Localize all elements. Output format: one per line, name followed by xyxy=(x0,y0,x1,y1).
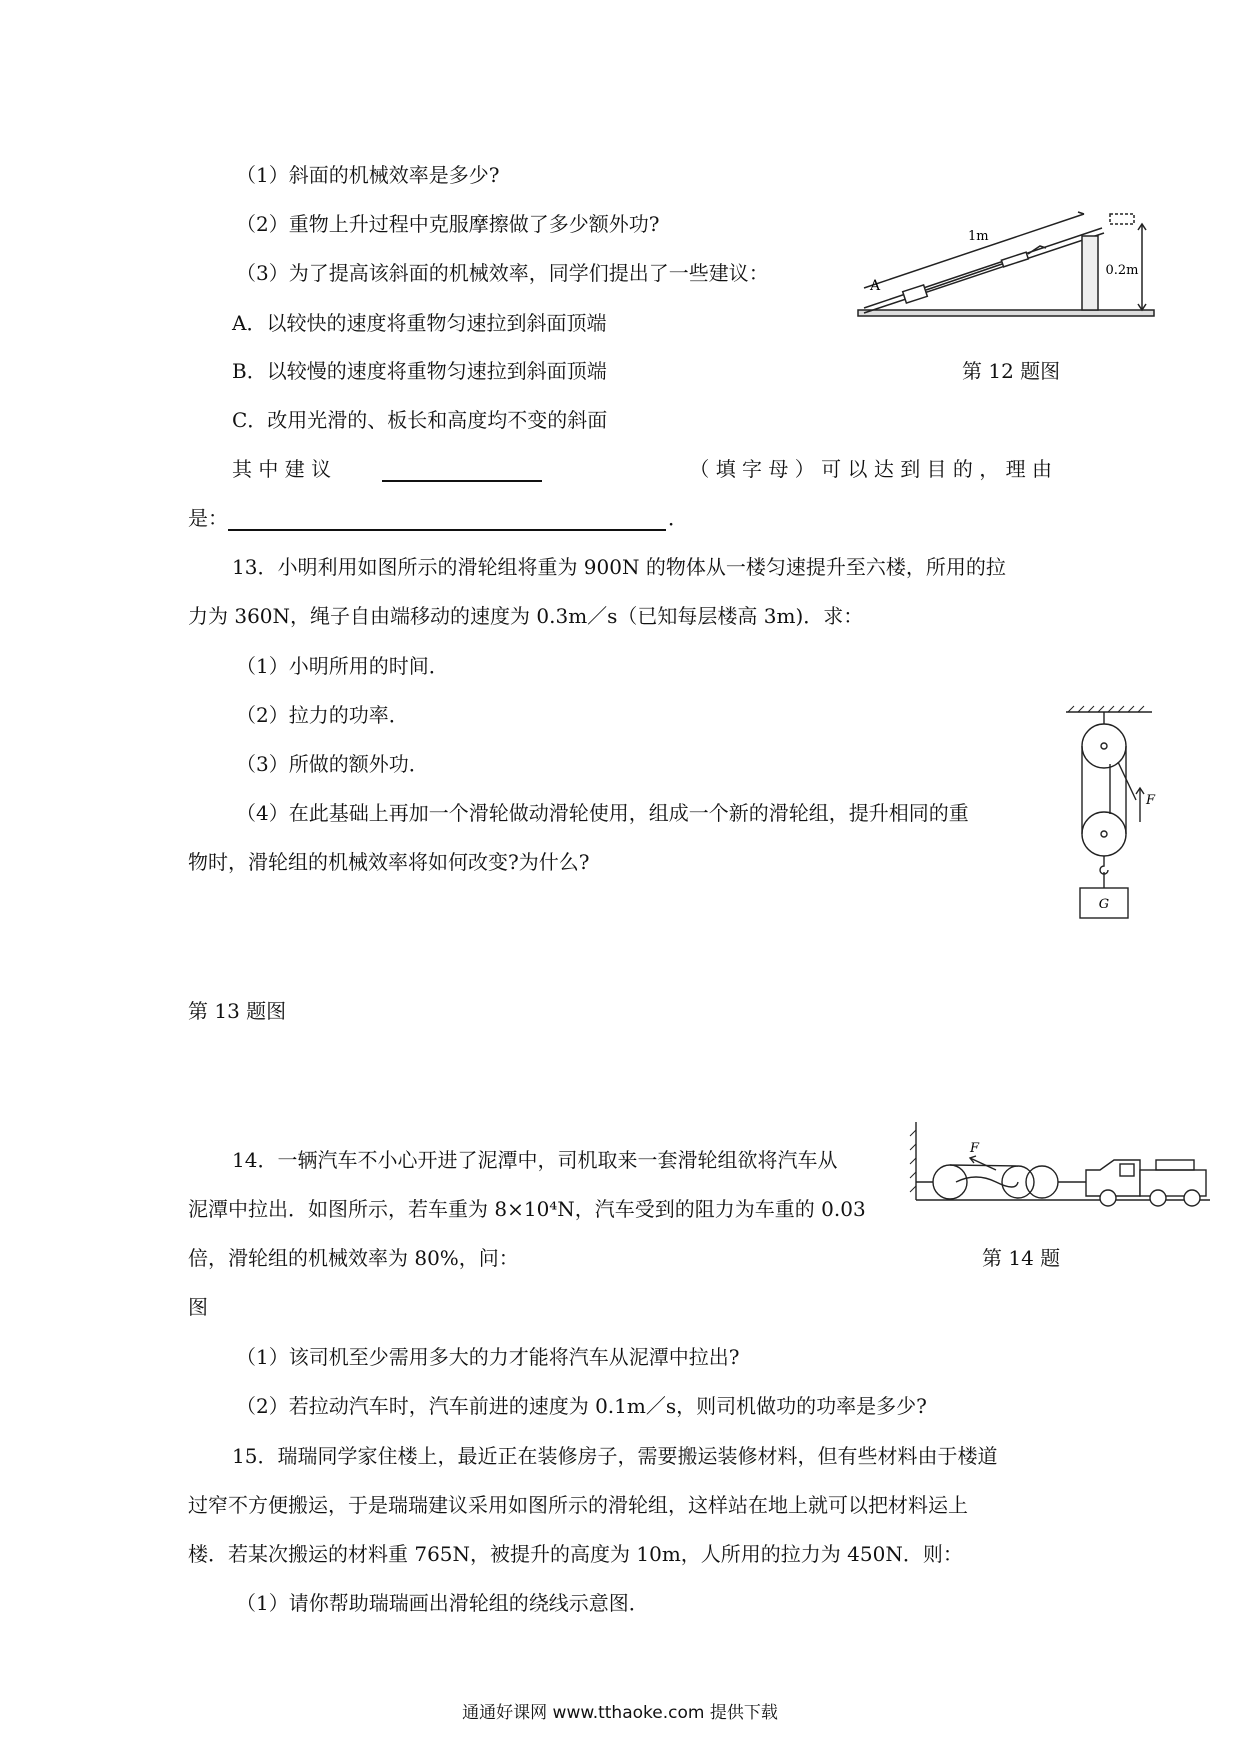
q12-reason-lead: 是： xyxy=(188,506,228,530)
q12-answer-blank[interactable] xyxy=(382,462,542,482)
q14-label-f: F xyxy=(970,1141,980,1156)
q15-stem-line3: 楼．若某次搬运的材料重 765N，被提升的高度为 10m，人所用的拉力为 450N．则： xyxy=(188,1542,963,1566)
q14-caption-line1: 第 14 题 xyxy=(982,1246,1061,1270)
q12-part1: （1）斜面的机械效率是多少? xyxy=(236,163,500,187)
q15-stem-line2: 过窄不方便搬运，于是瑞瑞建议采用如图所示的滑轮组，这样站在地上就可以把材料运上 xyxy=(188,1493,968,1517)
q14-car-pulley-figure xyxy=(906,1118,1218,1214)
q12-option-b: B．以较慢的速度将重物匀速拉到斜面顶端 xyxy=(232,359,607,383)
q13-part3: （3）所做的额外功． xyxy=(236,752,429,776)
q13-part4-line1: （4）在此基础上再加一个滑轮做动滑轮使用，组成一个新的滑轮组，提升相同的重 xyxy=(236,801,969,825)
q13-label-g: G xyxy=(1098,897,1110,912)
q14-stem-line3: 倍，滑轮组的机械效率为 80%，问： xyxy=(188,1246,519,1270)
q14-part2: （2）若拉动汽车时，汽车前进的速度为 0.1m／s，则司机做功的功率是多少? xyxy=(236,1394,927,1418)
q13-part4-line2: 物时，滑轮组的机械效率将如何改变?为什么? xyxy=(188,850,590,874)
q12-part2: （2）重物上升过程中克服摩擦做了多少额外功? xyxy=(236,212,660,236)
q13-pulley-figure xyxy=(1056,704,1168,924)
q14-part1: （1）该司机至少需用多大的力才能将汽车从泥潭中拉出? xyxy=(236,1345,740,1369)
q15-stem-line1: 15．瑞瑞同学家住楼上，最近正在装修房子，需要搬运装修材料，但有些材料由于楼道 xyxy=(232,1444,998,1468)
q13-caption: 第 13 题图 xyxy=(188,999,287,1023)
q13-stem-line1: 13．小明利用如图所示的滑轮组将重为 900N 的物体从一楼匀速提升至六楼，所用的拉 xyxy=(232,555,1006,579)
q12-fill-tail: （ 填 字 母 ） 可 以 达 到 目 的 ， 理 由 xyxy=(689,457,1052,481)
page-footer: 通通好课网 www.tthaoke.com 提供下载 xyxy=(462,1703,778,1723)
q12-part3: （3）为了提高该斜面的机械效率，同学们提出了一些建议： xyxy=(236,261,769,285)
q13-part2: （2）拉力的功率． xyxy=(236,703,409,727)
q12-reason-blank[interactable] xyxy=(228,511,666,531)
q12-caption: 第 12 题图 xyxy=(962,359,1061,383)
q15-part1: （1）请你帮助瑞瑞画出滑轮组的绕线示意图． xyxy=(236,1591,649,1615)
q12-incline-figure xyxy=(852,200,1162,322)
q12-label-a: A xyxy=(870,278,881,294)
q14-stem-line1: 14．一辆汽车不小心开进了泥潭中，司机取来一套滑轮组欲将汽车从 xyxy=(232,1148,838,1172)
q13-part1: （1）小明所用的时间． xyxy=(236,654,449,678)
q13-stem-line2: 力为 360N，绳子自由端移动的速度为 0.3m／s（已知每层楼高 3m)．求： xyxy=(188,604,864,628)
q14-stem-line2: 泥潭中拉出．如图所示，若车重为 8×10⁴N，汽车受到的阻力为车重的 0.03 xyxy=(188,1197,866,1221)
q12-option-c: C．改用光滑的、板长和高度均不变的斜面 xyxy=(232,408,608,432)
q13-label-f: F xyxy=(1146,793,1156,808)
q14-caption-line2: 图 xyxy=(188,1295,208,1319)
q12-fill-lead: 其 中 建 议 xyxy=(232,457,332,481)
q12-label-length: 1m xyxy=(968,229,989,244)
q12-reason-end: ． xyxy=(668,506,688,530)
q12-option-a: A．以较快的速度将重物匀速拉到斜面顶端 xyxy=(232,311,607,335)
q12-label-height: 0.2m xyxy=(1105,263,1139,278)
